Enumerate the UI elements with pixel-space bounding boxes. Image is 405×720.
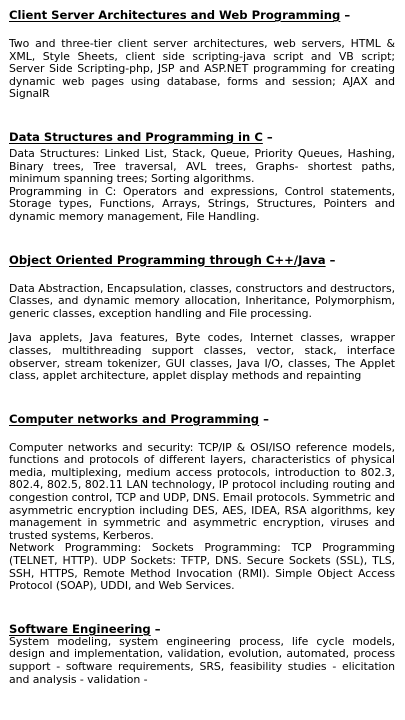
heading-dash: –: [150, 621, 161, 636]
heading-dash: –: [262, 129, 273, 144]
section-heading: [9, 130, 395, 144]
section-paragraph: Programming in C: Operators and expressions, Control statements, Storage types, Functions, Arrays, Strings, Structures, Pointers and dynamic memory management, File Handling.: [9, 184, 395, 223]
bottom-edge: [0, 710, 405, 720]
section-paragraph: Java applets, Java features, Byte codes, Internet classes, wrapper classes, multithreading support classes, vector, stack, interface observer, stream tokenizer, GUI classes, Java I/O, classes, The Applet class, applet architecture, applet display methods and repainting: [9, 331, 395, 383]
syllabus-content: [9, 8, 395, 686]
section-title: Data Structures and Programming in C: [9, 129, 263, 144]
section-paragraph: Two and three-tier client server architectures, web servers, HTML & XML, Style Sheets, client side scripting-java script and VB script; Server Side Scripting-php, JSP and ASP.NET programming for creating dynamic web pages using database, forms and session; AJAX and SignalR: [9, 37, 395, 101]
heading-dash: –: [259, 411, 269, 426]
section-paragraph: Network Programming: Sockets Programming: TCP Programming (TELNET, HTTP). UDP Sockets: TFTP, DNS. Secure Sockets (SSL), TLS, SSH, HTTPS, Remote Method Invocation (RMI). Simple Object Access Protocol (SOAP), UDDI, and Web Services.: [9, 541, 395, 593]
section-title: Computer networks and Programming: [9, 411, 260, 426]
section-title: Software Engineering: [9, 621, 151, 636]
section-networks: [9, 412, 395, 593]
section-title: Client Server Architectures and Web Programming: [9, 8, 341, 22]
heading-dash: –: [325, 252, 336, 267]
section-heading: [9, 253, 395, 267]
section-paragraph: Data Structures: Linked List, Stack, Queue, Priority Queues, Hashing, Binary trees, Tree traversal, AVL trees, Graphs- shortest paths, minimum spanning trees; Sorting algorithms.: [9, 146, 395, 186]
section-software-engineering: [9, 622, 395, 686]
section-heading: [9, 8, 395, 22]
heading-dash: –: [340, 8, 351, 22]
section-paragraph: Computer networks and security: TCP/IP & OSI/ISO reference models, functions and protocols of different layers, characteristics of physical media, multiplexing, medium access protocols, introduction to 802.3, 802.4, 802.5, 802.11 LAN technology, IP protocol including routing and congestion control, TCP and UDP, DNS. Email protocols. Symmetric and asymmetric encryption including DES, AES, IDEA, RSA algorithms, key management in symmetric and asymmetric encryption, viruses and trusted systems, Kerberos.: [9, 440, 395, 542]
section-data-structures: [9, 130, 395, 224]
section-client-server: [9, 8, 395, 101]
section-paragraph: System modeling, system engineering process, life cycle models, design and implementation, validation, evolution, automated, process support - software requirements, SRS, feasibility studies - elicitation and analysis - validation -: [9, 634, 395, 686]
section-oop: [9, 253, 395, 383]
section-heading: [9, 622, 395, 636]
section-title: Object Oriented Programming through C++/Java: [9, 252, 326, 267]
section-paragraph: Data Abstraction, Encapsulation, classes, constructors and destructors, Classes, and dynamic memory allocation, Inheritance, Polymorphism, generic classes, exception handling and File processing.: [9, 281, 395, 320]
section-heading: [9, 412, 395, 426]
